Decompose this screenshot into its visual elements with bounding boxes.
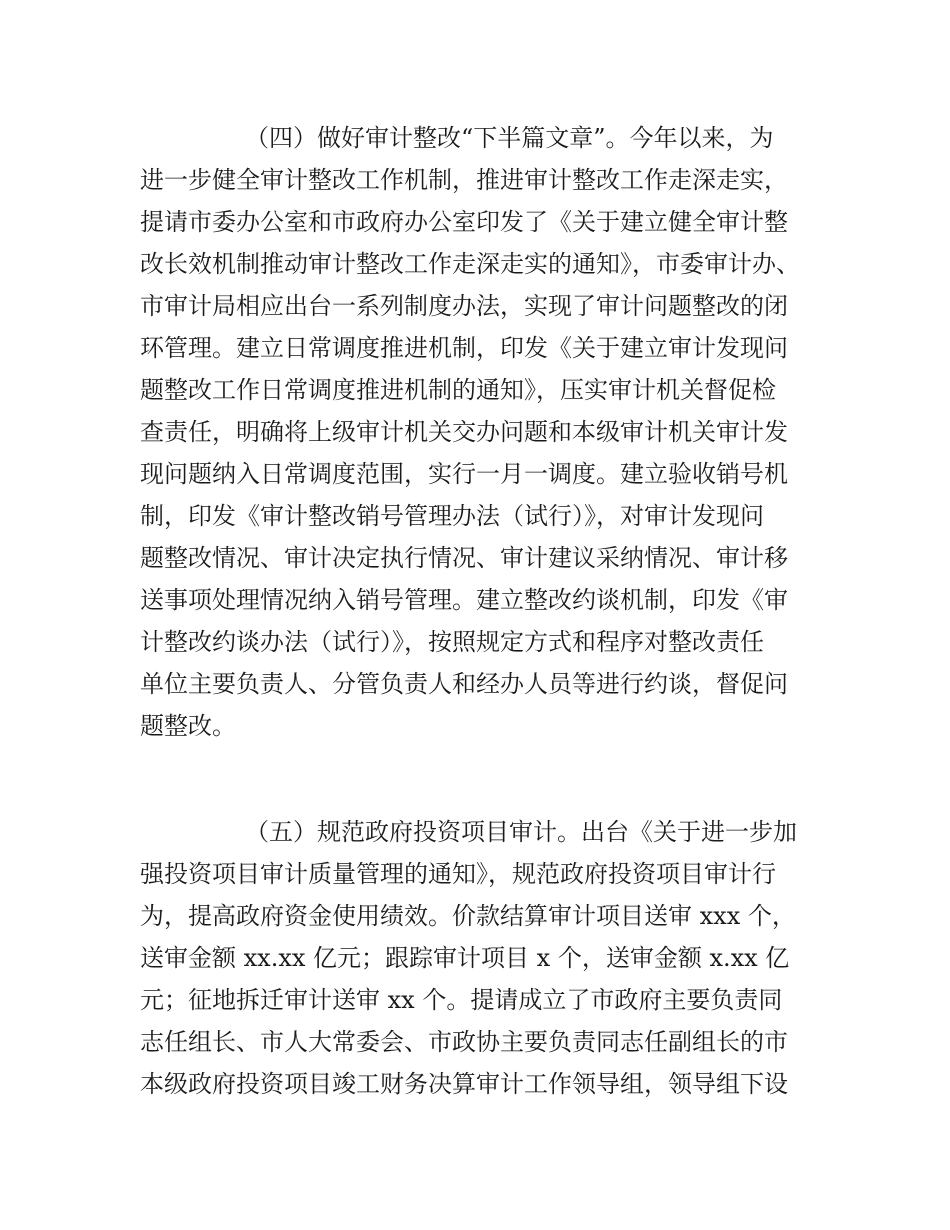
text-line: 制，印发《审计整改销号管理办法（试行）》，对审计发现问	[140, 502, 764, 530]
text-line: 进一步健全审计整改工作机制，推进审计整改工作走深走实，	[140, 166, 788, 194]
text-line: 题整改工作日常调度推进机制的通知》，压实审计机关督促检	[140, 376, 776, 404]
text-line: 计整改约谈办法（试行）》，按照规定方式和程序对整改责任	[140, 628, 764, 656]
text-line: 送事项处理情况纳入销号管理。建立整改约谈机制，印发《审	[140, 586, 788, 614]
text-line: 志任组长、市人大常委会、市政协主要负责同志任副组长的市	[140, 1028, 788, 1056]
text-line: 题整改情况、审计决定执行情况、审计建议采纳情况、审计移	[140, 544, 788, 572]
text-line: 单位主要负责人、分管负责人和经办人员等进行约谈，督促问	[140, 670, 788, 698]
text-line: 强投资项目审计质量管理的通知》，规范政府投资项目审计行	[140, 860, 776, 888]
text-line: （五）规范政府投资项目审计。出台《关于进一步加	[245, 818, 797, 846]
text-line: 改长效机制推动审计整改工作走深走实的通知》，市委审计办、	[140, 250, 800, 278]
text-line: 环管理。建立日常调度推进机制，印发《关于建立审计发现问	[140, 334, 788, 362]
text-line: （四）做好审计整改“下半篇文章”。今年以来，为	[245, 124, 774, 152]
text-line: 市审计局相应出台一系列制度办法，实现了审计问题整改的闭	[140, 292, 788, 320]
text-line: 现问题纳入日常调度范围，实行一月一调度。建立验收销号机	[140, 460, 788, 488]
text-line: 本级政府投资项目竣工财务决算审计工作领导组，领导组下设	[140, 1070, 788, 1098]
text-line: 查责任，明确将上级审计机关交办问题和本级审计机关审计发	[140, 418, 788, 446]
text-line: 为，提高政府资金使用绩效。价款结算审计项目送审 xxx 个，	[140, 902, 796, 930]
text-line: 提请市委办公室和市政府办公室印发了《关于建立健全审计整	[140, 208, 788, 236]
text-line: 题整改。	[140, 712, 236, 740]
text-line: 元；征地拆迁审计送审 xx 个。提请成立了市政府主要负责同	[140, 986, 783, 1014]
text-line: 送审金额 xx.xx 亿元；跟踪审计项目 x 个，送审金额 x.xx 亿	[140, 944, 790, 972]
